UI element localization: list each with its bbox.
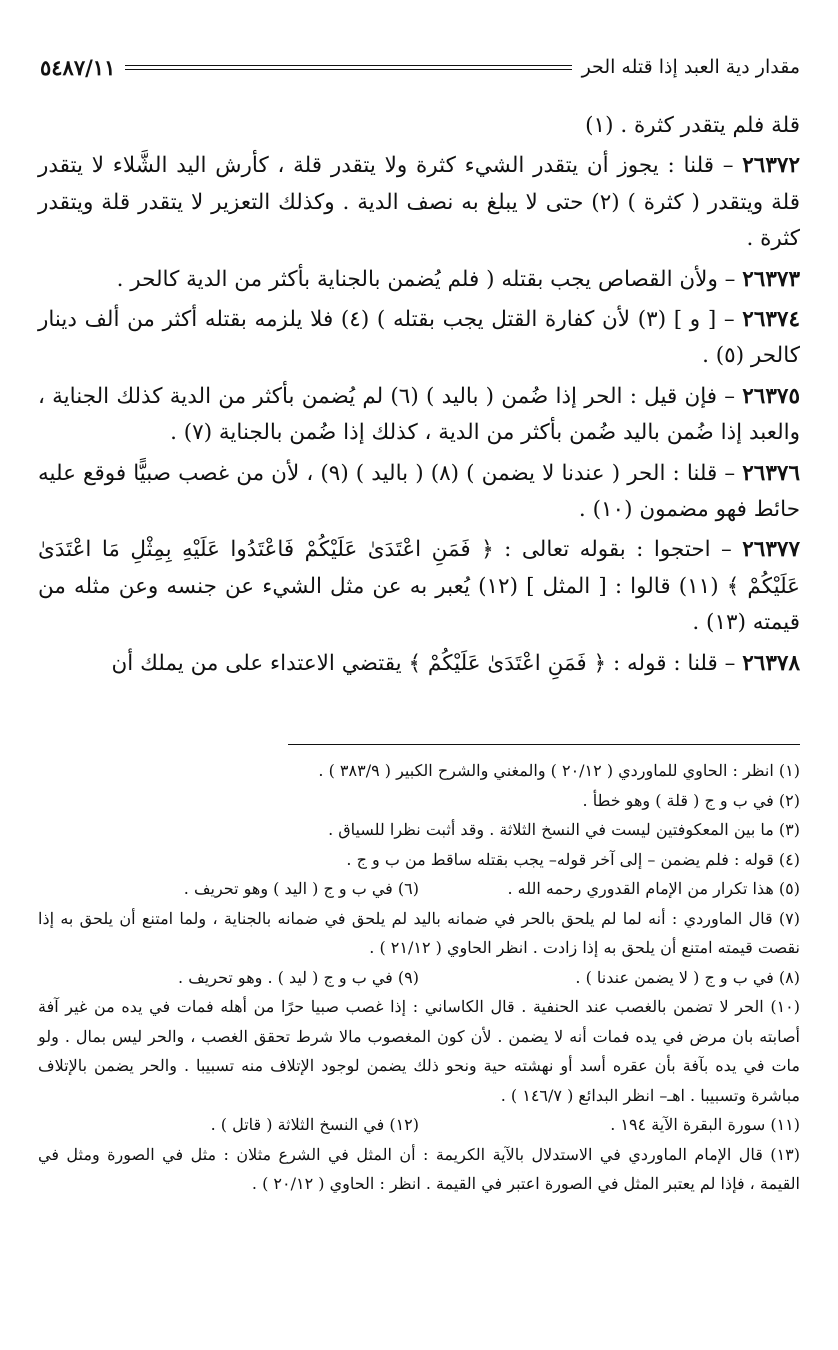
paragraph-text: – فإن قيل : الحر إذا ضُمن ( باليد ) (٦) لم يُضمن بأكثر من الدية كذلك الجناية ، والعبد إذا ضُمن باليد ضُمن بأكثر من الدية ، كذلك إذا ضُمن بالجناية (٧) . xyxy=(38,383,800,446)
paragraph-number: ٢٦٣٧٢ xyxy=(742,153,800,179)
paragraph-number: ٢٦٣٧٧ xyxy=(742,537,800,563)
running-header xyxy=(40,52,800,82)
page-number: ٥٤٨٧/١١ xyxy=(40,54,116,80)
paragraph-text: – ولأن القصاص يجب بقتله ( فلم يُضمن بالجناية بأكثر من الدية كالحر . xyxy=(116,266,743,292)
footnote: (١٢) في النسخ الثلاثة ( قاتل ) . xyxy=(210,1115,419,1134)
footnote: (٢) في ب و ج ( قلة ) وهو خطأ . xyxy=(582,790,800,810)
footnote: (٩) في ب و ج ( ليد ) . وهو تحريف . xyxy=(178,967,419,987)
paragraph xyxy=(38,379,800,452)
header-rule xyxy=(125,65,571,70)
footnote: (١٠) الحر لا تضمن بالغصب عند الحنفية . قال الكاساني : إذا غصب صبيا حرًا من أهله فمات في يده من غير آفة أصابته بان مرض في يده فمات أنه لا يضمن . لأن كون المغصوب مالا شرط تحقق الغصب ، والحر ليس بمال . ولو مات في يده بآفة بأن عقره أسد أو نهشته حية ونحو ذلك يضمن لوجود الإتلاف منه تسبيبا . والحر يضمن بالإتلاف مباشرة وتسبيبا . اهـ– انظر البدائع ( ١٤٦/٧ ) . xyxy=(38,997,801,1105)
footnote: (١٣) قال الإمام الماوردي في الاستدلال بالآية الكريمة : أن المثل في الشرع مثلان : مثل في الصورة ومثل في القيمة ، فإذا لم يعتبر المثل في الصورة اعتبر في القيمة . انظر : الحاوي ( ٢٠/١٢ ) . xyxy=(38,1144,800,1193)
footnote-row xyxy=(38,874,800,904)
paragraph-text: – [ و ] (٣) لأن كفارة القتل يجب بقتله ) (٤) فلا يلزمه بقتله أكثر من ألف دينار كالحر (٥) . xyxy=(38,307,800,369)
paragraph xyxy=(38,108,800,144)
chapter-title: مقدار دية العبد إذا قتله الحر xyxy=(581,56,800,78)
footnotes xyxy=(38,756,800,1199)
footnote-row xyxy=(38,963,800,993)
paragraph-number: ٢٦٣٧٨ xyxy=(742,650,800,676)
paragraph-number: ٢٦٣٧٤ xyxy=(742,307,801,333)
footnote: (٦) في ب و ج ( اليد ) وهو تحريف . xyxy=(183,879,419,898)
footnote: (٨) في ب و ج ( لا يضمن عندنا ) . xyxy=(575,967,800,987)
paragraph-text: – قلنا : قوله : ﴿ فَمَنِ اعْتَدَىٰ عَلَيْكُمْ ﴾ يقتضي الاعتداء على من يملك أن xyxy=(111,650,743,676)
paragraph-text: – قلنا : يجوز أن يتقدر الشيء كثرة ولا يتقدر قلة ، كأرش اليد الشَّلاء لا يتقدر قلة ويتقدر ( كثرة ) (٢) حتى لا يبلغ به نصف الدية . وكذلك التعزير لا يتقدر قلة ويتقدر كثرة . xyxy=(38,153,800,252)
paragraph xyxy=(38,532,800,641)
paragraph xyxy=(38,262,800,298)
paragraph-text: – احتجوا : بقوله تعالى : ﴿ فَمَنِ اعْتَدَىٰ عَلَيْكُمْ فَاعْتَدُوا عَلَيْهِ بِمِثْلِ مَا اعْتَدَىٰ عَلَيْكُمْ ﴾ (١١) قالوا : [ المثل ] (١٢) يُعبر به عن مثل الشيء عن جنسه وعن مثله من قيمته (١٣) . xyxy=(38,537,801,636)
footnote-row xyxy=(38,1110,800,1140)
footnote-separator xyxy=(288,744,800,745)
main-text xyxy=(38,108,800,686)
footnote: (٤) قوله : فلم يضمن – إلى آخر قوله– يجب بقتله ساقط من ب و ج . xyxy=(346,849,800,869)
footnote: (١) انظر : الحاوي للماوردي ( ٢٠/١٢ ) والمغني والشرح الكبير ( ٣٨٣/٩ ) . xyxy=(318,761,800,780)
paragraph-number: ٢٦٣٧٣ xyxy=(742,266,800,292)
paragraph xyxy=(38,456,800,529)
paragraph xyxy=(38,148,800,257)
footnote: (٧) قال الماوردي : أنه لما لم يلحق بالحر في ضمانه باليد لم يلحق في ضمانه بالجناية ، ولما امتنع أن يلحق به إذا نقصت قيمته امتنع أن يلحق به إذا زادت . انظر الحاوي ( ٢١/١٢ ) . xyxy=(38,908,800,957)
footnote: (٥) هذا تكرار من الإمام القدوري رحمه الله . xyxy=(507,879,800,898)
footnote: (١١) سورة البقرة الآية ١٩٤ . xyxy=(610,1115,800,1134)
footnote: (٣) ما بين المعكوفتين ليست في النسخ الثلاثة . وقد أثبت نظرا للسياق . xyxy=(328,820,800,839)
paragraph-number: ٢٦٣٧٥ xyxy=(742,383,800,409)
paragraph xyxy=(38,646,800,682)
paragraph xyxy=(38,302,800,375)
paragraph-number: ٢٦٣٧٦ xyxy=(742,460,800,486)
paragraph-text: – قلنا : الحر ( عندنا لا يضمن ) (٨) ( باليد ) (٩) ، لأن من غصب صبيًّا فوقع عليه حائط فهو مضمون (١٠) . xyxy=(38,460,800,523)
paragraph-text: قلة فلم يتقدر كثرة . (١) xyxy=(585,113,800,138)
